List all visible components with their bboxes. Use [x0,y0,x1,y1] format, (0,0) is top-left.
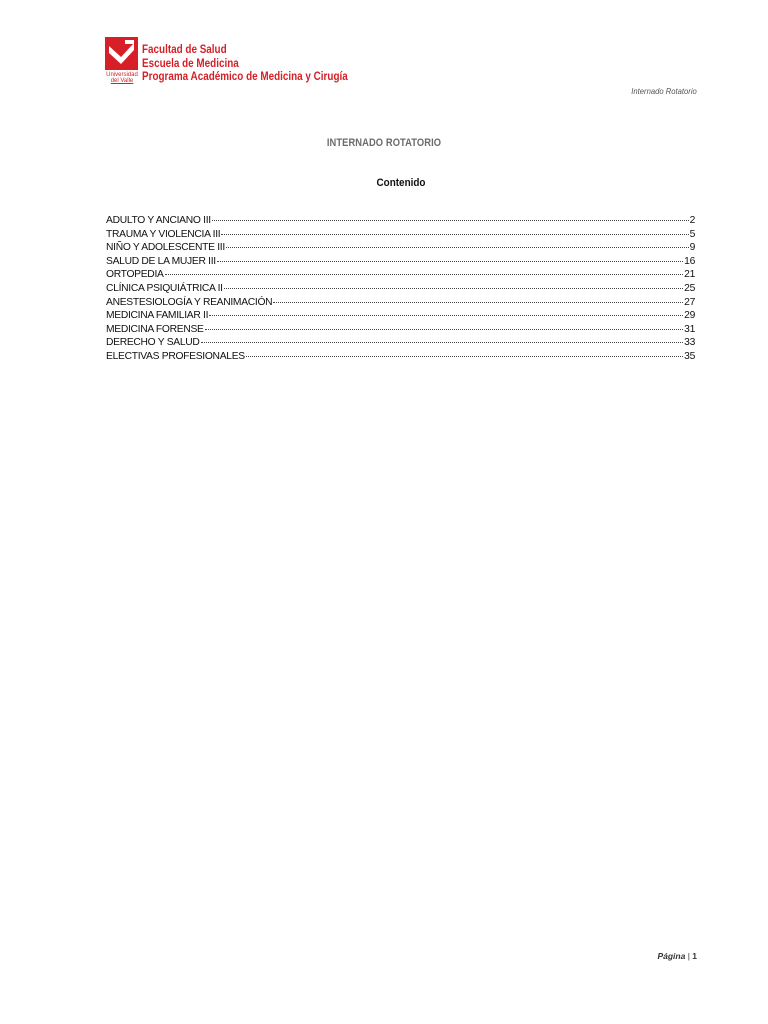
toc-entry-label: TRAUMA Y VIOLENCIA III [106,228,221,240]
table-of-contents [106,215,695,365]
toc-leader-dots [209,315,683,316]
university-logo-wordmark [103,72,141,84]
toc-entry-label: MEDICINA FORENSE [106,323,204,335]
toc-entry[interactable] [106,229,695,243]
toc-entry-label: MEDICINA FAMILIAR II [106,310,209,322]
toc-entry-page: 29 [684,310,695,322]
toc-entry-label: ANESTESIOLOGÍA Y REANIMACIÓN [106,296,273,308]
page-footer [657,951,697,961]
footer-separator: | [685,951,693,961]
university-logo-mark [105,37,138,70]
toc-entry[interactable] [106,256,695,270]
toc-entry-page: 16 [684,255,695,267]
toc-entry[interactable] [106,269,695,283]
toc-entry-label: CLÍNICA PSIQUIÁTRICA II [106,282,223,294]
toc-entry-label: DERECHO Y SALUD [106,337,200,349]
toc-leader-dots [221,234,688,235]
toc-leader-dots [205,329,684,330]
toc-heading: Contenido [376,177,426,189]
toc-entry[interactable] [106,337,695,351]
toc-entry[interactable] [106,324,695,338]
toc-leader-dots [212,220,689,221]
toc-entry[interactable] [106,215,695,229]
toc-leader-dots [224,288,683,289]
toc-entry-page: 2 [689,215,695,226]
document-title: INTERNADO ROTATORIO [326,137,442,149]
logo-word-line-2: del Valle [110,78,134,84]
toc-leader-dots [246,356,683,357]
university-logo [105,37,139,87]
toc-entry[interactable] [106,310,695,324]
toc-entry-page: 21 [684,269,695,281]
toc-entry-label: ELECTIVAS PROFESIONALES [106,350,245,362]
toc-entry-label: ADULTO Y ANCIANO III [106,215,211,226]
toc-entry-page: 33 [684,337,695,349]
running-header: Internado Rotatorio [631,86,697,96]
toc-entry[interactable] [106,283,695,297]
toc-entry[interactable] [106,242,695,256]
toc-entry[interactable] [106,297,695,311]
toc-entry-page: 25 [684,282,695,294]
toc-entry-page: 31 [684,323,695,335]
toc-leader-dots [201,342,684,343]
toc-entry-page: 27 [684,296,695,308]
toc-entry-page: 5 [689,228,695,240]
toc-entry-label: ORTOPEDIA [106,269,164,281]
footer-page-label: Página [657,951,686,961]
toc-leader-dots [273,302,683,303]
toc-entry-page: 9 [689,242,695,254]
toc-leader-dots [217,261,683,262]
footer-page-number: 1 [692,951,697,961]
toc-entry[interactable] [106,351,695,365]
faculty-name: Facultad de Salud [142,44,227,56]
logo-word-line-1: Universidad [106,72,138,78]
toc-leader-dots [165,274,684,275]
program-name: Programa Académico de Medicina y Cirugía [142,71,348,83]
toc-entry-label: NIÑO Y ADOLESCENTE III [106,242,225,254]
school-name: Escuela de Medicina [142,57,239,70]
toc-leader-dots [226,247,689,248]
toc-entry-label: SALUD DE LA MUJER III [106,255,216,267]
toc-entry-page: 35 [684,350,695,362]
institution-header [142,44,348,85]
